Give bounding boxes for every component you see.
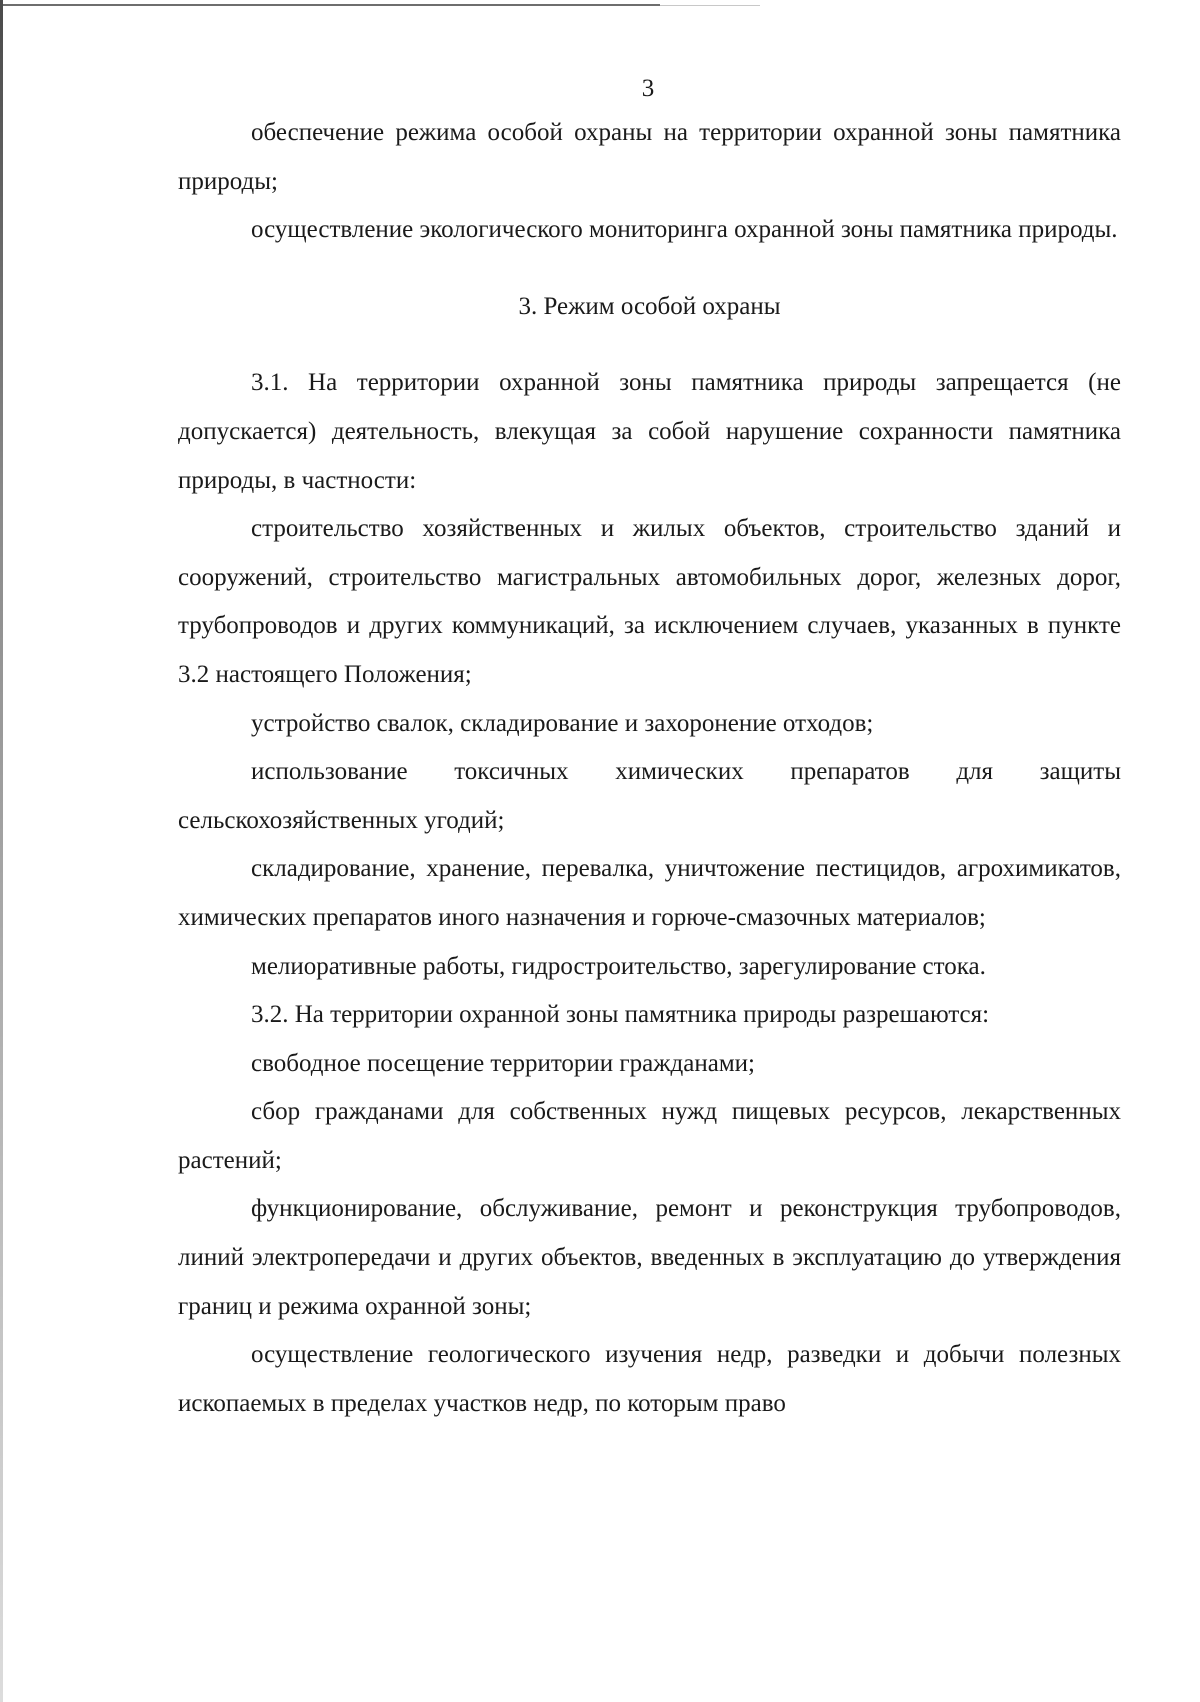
list-item: осуществление геологического изучения недр, разведки и добычи полезных ископаемых в пределах участков недр, по которым право — [178, 1341, 1121, 1417]
clause-3-1: 3.1. На территории охранной зоны памятника природы запрещается (не допускается) деятельность, влекущая за собой нарушение сохранности памятника природы, в частности: — [178, 369, 1121, 494]
list-item: функционирование, обслуживание, ремонт и реконструкция трубопроводов, линий электропередачи и других объектов, введенных в эксплуатацию до утверждения границ и режима охранной зоны; — [178, 1195, 1121, 1320]
section-heading: 3. Режим особой охраны — [518, 292, 781, 320]
paragraph: осуществление экологического мониторинга охранной зоны памятника природы. — [251, 216, 1118, 244]
clause-3-2: 3.2. На территории охранной зоны памятника природы разрешаются: — [251, 1001, 990, 1029]
scan-edge-left — [0, 0, 3, 1702]
list-item: складирование, хранение, перевалка, уничтожение пестицидов, агрохимикатов, химических препаратов иного назначения и горюче-смазочных материалов; — [178, 855, 1121, 931]
list-item: мелиоративные работы, гидростроительство, зарегулирование стока. — [251, 952, 986, 980]
list-item: устройство свалок, складирование и захоронение отходов; — [251, 709, 874, 737]
list-item: свободное посещение территории гражданами; — [251, 1049, 755, 1077]
document-body — [178, 109, 1121, 1428]
list-item: сбор гражданами для собственных нужд пищевых ресурсов, лекарственных растений; — [178, 1098, 1121, 1174]
scan-edge-top — [0, 4, 660, 6]
list-item: использование токсичных химических препаратов для защиты сельскохозяйственных угодий; — [178, 758, 1121, 834]
scan-edge-top-faint — [660, 5, 760, 6]
list-item: строительство хозяйственных и жилых объектов, строительство зданий и сооружений, строительство магистральных автомобильных дорог, железных дорог, трубопроводов и других коммуникаций, за исключением случаев, указанных в пункте 3.2 настоящего Положения; — [178, 515, 1121, 688]
page-number: 3 — [641, 75, 655, 102]
paragraph: обеспечение режима особой охраны на территории охранной зоны памятника природы; — [178, 119, 1121, 195]
